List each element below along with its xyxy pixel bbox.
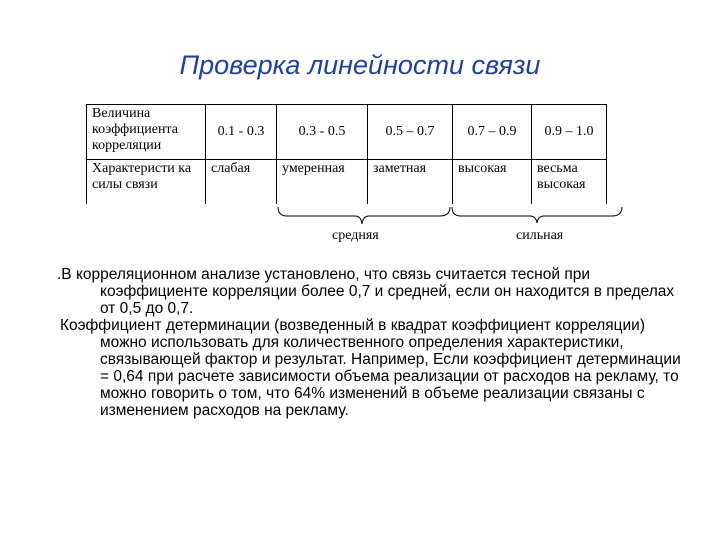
slide-title: Проверка линейности связи <box>179 50 541 80</box>
body-text <box>57 266 690 419</box>
table-header-cell: Величина коэффициента корреляции <box>87 105 206 160</box>
paragraph: .В корреляционном анализе установлено, что связь считается тесной при коэффициенте корреляции более 0,7 и средней, если он находится в пределах от 0,5 до 0,7. <box>57 266 675 317</box>
table-cell: умеренная <box>277 160 368 205</box>
table-cell: слабая <box>206 160 277 205</box>
table-cell: заметная <box>368 160 453 205</box>
table-cell: весьма высокая <box>532 160 607 205</box>
table-header-cell: 0.5 – 0.7 <box>368 105 453 160</box>
brace-medium <box>278 207 450 224</box>
table-header-cell: 0.9 – 1.0 <box>532 105 607 160</box>
table-cell: Характеристи ка силы связи <box>87 160 206 205</box>
table-header-cell: 0.7 – 0.9 <box>453 105 532 160</box>
group-label-strong: сильная <box>516 228 564 243</box>
group-label-medium: средняя <box>332 228 379 243</box>
table-cell: высокая <box>453 160 532 205</box>
brace-strong <box>452 207 622 223</box>
grouping-braces <box>0 0 720 260</box>
table-header-cell: 0.1 - 0.3 <box>206 105 277 160</box>
paragraph: Коэффициент детерминации (возведенный в квадрат коэффициент корреляции) можно использовать для количественного определения характеристики, связывающей фактор и результат. Например, Если коэффициент детерминации = 0,64 при расчете зависимости объема реализации от расходов на рекламу, то можно говорить о том, что 64% изменений в объеме реализации связаны с изменением расходов на рекламу. <box>60 317 681 419</box>
table-header-cell: 0.3 - 0.5 <box>277 105 368 160</box>
